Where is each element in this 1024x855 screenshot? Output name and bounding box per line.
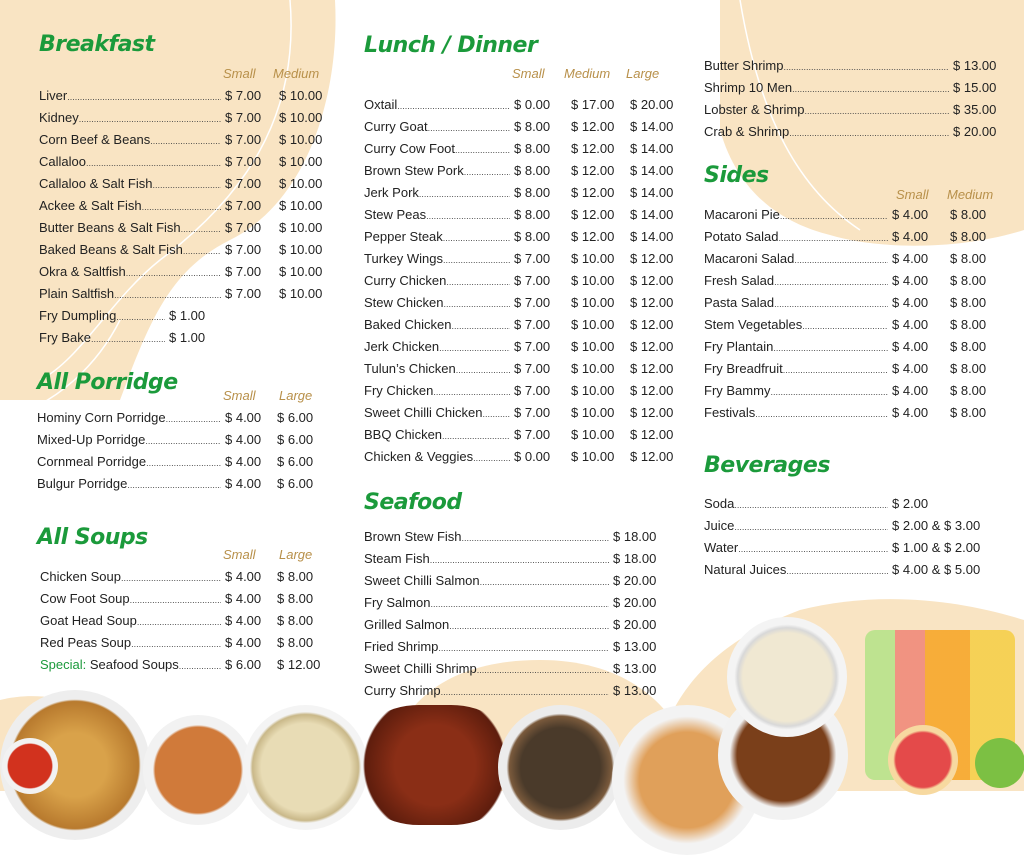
menu-item-price: $ 7.00 — [514, 316, 551, 332]
menu-item-name: Fried Shrimp — [364, 638, 439, 654]
menu-item-price: $ 8.00 — [950, 294, 987, 310]
menu-item-name: Stew Peas — [364, 206, 427, 222]
menu-item-name: Okra & Saltfish — [39, 263, 126, 279]
column-header-small: Small — [223, 66, 256, 81]
menu-item-price: $ 7.00 — [225, 219, 262, 235]
soups-title: All Soups — [37, 525, 148, 550]
menu-item-name: Juice — [704, 517, 735, 533]
menu-item-price: $ 8.00 — [514, 184, 551, 200]
menu-item-price: $ 7.00 — [514, 272, 551, 288]
menu-item-price: $ 12.00 — [571, 118, 615, 134]
menu-item-price: $ 12.00 — [630, 250, 674, 266]
menu-item-name: Steam Fish — [364, 550, 430, 566]
menu-item-name-cell — [704, 496, 888, 511]
menu-item — [704, 492, 1008, 514]
menu-item-price: $ 18.00 — [613, 550, 657, 566]
menu-item-name: Curry Shrimp — [364, 682, 441, 698]
menu-item-price: $ 10.00 — [571, 448, 615, 464]
menu-item-name: Tulun’s Chicken — [364, 360, 456, 376]
menu-item-name: Baked Chicken — [364, 316, 452, 332]
menu-item-name: Liver — [39, 87, 68, 103]
menu-item-price: $ 12.00 — [630, 382, 674, 398]
menu-item-name: Macaroni Salad — [704, 250, 795, 266]
menu-item-price: $ 12.00 — [630, 426, 674, 442]
menu-item-name: Sweet Chilli Salmon — [364, 572, 480, 588]
column-header-small: Small — [512, 66, 545, 81]
menu-item-price: $ 4.00 — [225, 431, 262, 447]
menu-item-price: $ 12.00 — [571, 206, 615, 222]
menu-item-price: $ 1.00 — [169, 307, 206, 323]
menu-item — [40, 587, 333, 609]
baked-beans-image — [143, 715, 253, 825]
menu-item-price: $ 12.00 — [630, 272, 674, 288]
menu-item-name: Ackee & Salt Fish — [39, 197, 142, 213]
menu-item-name: Fry Plantain — [704, 338, 774, 354]
menu-item-name: Jerk Pork — [364, 184, 419, 200]
menu-item-name: Cow Foot Soup — [40, 590, 130, 606]
menu-item-name-cell — [704, 518, 888, 533]
menu-item-price: $ 8.00 — [950, 272, 987, 288]
menu-item-name: Water — [704, 539, 739, 555]
menu-item-price: $ 10.00 — [279, 109, 323, 125]
menu-item-price: $ 0.00 — [514, 448, 551, 464]
menu-item-name: Soda — [704, 495, 735, 511]
menu-item-price: $ 4.00 — [892, 360, 929, 376]
menu-item-name: Chicken & Veggies — [364, 448, 474, 464]
menu-item-name: Cornmeal Porridge — [37, 453, 147, 469]
menu-item-price: $ 15.00 — [953, 79, 997, 95]
menu-item-price: $ 7.00 — [514, 250, 551, 266]
column-header-medium: Medium — [947, 187, 994, 202]
grapefruit-image — [888, 725, 958, 795]
menu-item-name-cell — [364, 573, 609, 588]
menu-item-price: $ 4.00 — [892, 338, 929, 354]
menu-item-name: Fry Chicken — [364, 382, 434, 398]
menu-item-name: Butter Beans & Salt Fish — [39, 219, 181, 235]
menu-item-price: $ 7.00 — [225, 263, 262, 279]
soup-image — [243, 705, 368, 830]
menu-item-price: $ 8.00 — [950, 206, 987, 222]
menu-item-price: $ 8.00 — [277, 568, 314, 584]
menu-item-name: Sweet Chilli Chicken — [364, 404, 483, 420]
column-header-medium: Medium — [273, 66, 320, 81]
menu-item-name: Hominy Corn Porridge — [37, 409, 166, 425]
menu-item-price: $ 12.00 — [630, 316, 674, 332]
menu-item-name-cell — [40, 635, 221, 650]
menu-item-name-cell — [40, 613, 221, 628]
menu-item-name: Brown Stew Fish — [364, 528, 462, 544]
menu-item-price: $ 10.00 — [571, 426, 615, 442]
menu-item-price: $ 2.00 & $ 3.00 — [892, 517, 981, 533]
menu-item — [40, 653, 333, 675]
menu-item-price: $ 10.00 — [279, 153, 323, 169]
menu-item-price: $ 8.00 — [950, 382, 987, 398]
menu-item — [364, 591, 669, 613]
menu-item-name: Crab & Shrimp — [704, 123, 790, 139]
menu-item-price: $ 12.00 — [630, 448, 674, 464]
menu-item-price: $ 7.00 — [225, 241, 262, 257]
menu-item-price: $ 8.00 — [950, 228, 987, 244]
menu-item-price: $ 7.00 — [514, 294, 551, 310]
menu-item-price: $ 7.00 — [225, 285, 262, 301]
menu-item-name: Goat Head Soup — [40, 612, 137, 628]
menu-item-name-cell — [364, 595, 609, 610]
menu-item-price: $ 10.00 — [571, 338, 615, 354]
seafood-section — [364, 0, 694, 710]
menu-item-price: $ 4.00 — [225, 409, 262, 425]
sides-title: Sides — [704, 163, 769, 188]
menu-item-name: Brown Stew Pork — [364, 162, 464, 178]
menu-item-price: $ 10.00 — [571, 250, 615, 266]
menu-item-name: Fresh Salad — [704, 272, 775, 288]
menu-item-name: Curry Chicken — [364, 272, 447, 288]
menu-item-name: Stem Vegetables — [704, 316, 803, 332]
menu-item-name: Kidney — [39, 109, 79, 125]
menu-item — [40, 609, 333, 631]
menu-item-price: $ 7.00 — [514, 338, 551, 354]
menu-item-name: Callaloo — [39, 153, 86, 169]
menu-item — [364, 569, 669, 591]
menu-item-price: $ 10.00 — [279, 241, 323, 257]
menu-item-name: Lobster & Shrimp — [704, 101, 805, 117]
menu-item-name: Callaloo & Salt Fish — [39, 175, 153, 191]
menu-item-name: Fry Bake — [39, 329, 92, 345]
menu-item-price: $ 10.00 — [571, 294, 615, 310]
column-header-small: Small — [223, 547, 256, 562]
menu-item-price: $ 10.00 — [279, 285, 323, 301]
menu-item-name: Turkey Wings — [364, 250, 443, 266]
menu-item-price: $ 10.00 — [279, 175, 323, 191]
menu-item — [40, 631, 333, 653]
menu-item-price: $ 8.00 — [514, 228, 551, 244]
menu-item-name-cell — [364, 617, 609, 632]
menu-item-price: $ 10.00 — [279, 87, 323, 103]
menu-item-price: $ 1.00 — [169, 329, 206, 345]
column-header-small: Small — [896, 187, 929, 202]
menu-item-name: Oxtail — [364, 96, 398, 112]
menu-item-name: Red Peas Soup — [40, 634, 132, 650]
menu-item-price: $ 4.00 — [892, 206, 929, 222]
menu-item-name: Chicken Soup — [40, 568, 121, 584]
menu-item-price: $ 6.00 — [225, 656, 262, 672]
menu-item-price: $ 12.00 — [571, 140, 615, 156]
menu-item-price: $ 4.00 — [225, 634, 262, 650]
menu-item — [704, 536, 1008, 558]
soups-section — [37, 0, 340, 700]
menu-item-price: $ 8.00 — [514, 206, 551, 222]
menu-item-price: $ 12.00 — [571, 184, 615, 200]
menu-item-name: Grilled Salmon — [364, 616, 450, 632]
menu-item — [364, 635, 669, 657]
menu-item-price: $ 6.00 — [277, 409, 314, 425]
menu-item-name: Curry Cow Foot — [364, 140, 456, 156]
menu-item-price: $ 20.00 — [613, 572, 657, 588]
menu-item-price: $ 7.00 — [514, 360, 551, 376]
menu-item-price: $ 7.00 — [225, 153, 262, 169]
menu-item-name: Bulgur Porridge — [37, 475, 128, 491]
menu-item — [364, 679, 669, 701]
menu-item-price: $ 6.00 — [277, 475, 314, 491]
menu-item-price: $ 18.00 — [613, 528, 657, 544]
menu-item-name: Fry Breadfruit — [704, 360, 783, 376]
menu-item-price: $ 6.00 — [277, 453, 314, 469]
macaroni-salad-image — [727, 617, 847, 737]
menu-item-price: $ 20.00 — [613, 616, 657, 632]
menu-item-name: Macaroni Pie — [704, 206, 780, 222]
menu-item-price: $ 10.00 — [571, 404, 615, 420]
menu-item-price: $ 12.00 — [630, 360, 674, 376]
menu-item-price: $ 8.00 — [950, 250, 987, 266]
menu-item-name-cell — [364, 551, 609, 566]
menu-item-price: $ 8.00 — [514, 162, 551, 178]
menu-item-name: Fry Salmon — [364, 594, 431, 610]
menu-item-price: $ 8.00 — [277, 612, 314, 628]
bbq-wings-image — [355, 705, 515, 825]
column-header-medium: Medium — [564, 66, 611, 81]
menu-item-price: $ 14.00 — [630, 140, 674, 156]
menu-item-price: $ 7.00 — [225, 131, 262, 147]
menu-item-price: $ 12.00 — [571, 162, 615, 178]
menu-item-price: $ 4.00 — [892, 382, 929, 398]
menu-item-name: Jerk Chicken — [364, 338, 440, 354]
menu-item-name: Corn Beef & Beans — [39, 131, 151, 147]
menu-item-price: $ 4.00 — [892, 228, 929, 244]
menu-item-name-cell — [704, 562, 888, 577]
menu-item-name: Curry Goat — [364, 118, 428, 134]
menu-item-price: $ 2.00 — [892, 495, 929, 511]
menu-item-name: Fry Bammy — [704, 382, 771, 398]
menu-item-price: $ 8.00 — [277, 590, 314, 606]
menu-item-price: $ 10.00 — [279, 263, 323, 279]
menu-item-price: $ 10.00 — [571, 382, 615, 398]
menu-item-price: $ 13.00 — [613, 682, 657, 698]
special-label: Special: — [40, 656, 90, 672]
menu-item-price: $ 8.00 — [950, 338, 987, 354]
menu-item-name: Baked Beans & Salt Fish — [39, 241, 183, 257]
sauce-bowl-image — [2, 738, 58, 794]
menu-item-price: $ 8.00 — [950, 404, 987, 420]
menu-item-name: Seafood Soups — [89, 656, 179, 672]
menu-item-name: Plain Saltfish — [39, 285, 115, 301]
menu-item-name: Festivals — [704, 404, 756, 420]
menu-item-name: BBQ Chicken — [364, 426, 443, 442]
menu-item-price: $ 1.00 & $ 2.00 — [892, 539, 981, 555]
menu-item-price: $ 4.00 — [892, 272, 929, 288]
column-header-large: Large — [279, 388, 313, 403]
menu-item-price: $ 4.00 & $ 5.00 — [892, 561, 981, 577]
menu-item-price: $ 4.00 — [225, 453, 262, 469]
menu-item-name-cell — [40, 657, 221, 672]
menu-item-price: $ 12.00 — [630, 294, 674, 310]
jerk-chicken-image — [498, 705, 623, 830]
menu-item-name: Fry Dumpling — [39, 307, 117, 323]
menu-item-price: $ 6.00 — [277, 431, 314, 447]
menu-item — [704, 558, 1008, 580]
menu-item — [40, 565, 333, 587]
menu-item-price: $ 4.00 — [892, 250, 929, 266]
menu-item-name-cell — [364, 639, 609, 654]
menu-item-price: $ 20.00 — [630, 96, 674, 112]
menu-item-price: $ 8.00 — [950, 360, 987, 376]
menu-item — [364, 657, 669, 679]
menu-item-price: $ 8.00 — [277, 634, 314, 650]
menu-item-price: $ 13.00 — [613, 638, 657, 654]
menu-item-price: $ 10.00 — [571, 272, 615, 288]
menu-item-name: Mixed-Up Porridge — [37, 431, 146, 447]
menu-item-name: Stew Chicken — [364, 294, 444, 310]
menu-item-price: $ 10.00 — [279, 131, 323, 147]
beverages-section — [704, 0, 1024, 590]
menu-item-name: Pasta Salad — [704, 294, 775, 310]
menu-item-price: $ 7.00 — [225, 87, 262, 103]
menu-item-name: Shrimp 10 Men — [704, 79, 793, 95]
menu-item-name-cell — [704, 540, 888, 555]
menu-item-price: $ 7.00 — [514, 382, 551, 398]
menu-item-price: $ 12.00 — [630, 404, 674, 420]
menu-item-name: Potato Salad — [704, 228, 779, 244]
menu-item-price: $ 20.00 — [613, 594, 657, 610]
menu-item — [364, 613, 669, 635]
menu-item-price: $ 17.00 — [571, 96, 615, 112]
menu-item-price: $ 14.00 — [630, 162, 674, 178]
menu-item-price: $ 7.00 — [225, 197, 262, 213]
menu-item-price: $ 10.00 — [279, 219, 323, 235]
menu-item-name: Natural Juices — [704, 561, 787, 577]
menu-item-price: $ 14.00 — [630, 206, 674, 222]
menu-item-name-cell — [364, 661, 609, 676]
menu-item-price: $ 14.00 — [630, 118, 674, 134]
menu-item-price: $ 14.00 — [630, 184, 674, 200]
menu-item-name: Butter Shrimp — [704, 57, 784, 73]
menu-item-price: $ 4.00 — [225, 612, 262, 628]
menu-item-price: $ 0.00 — [514, 96, 551, 112]
menu-item-price: $ 7.00 — [225, 175, 262, 191]
menu-item-price: $ 8.00 — [950, 316, 987, 332]
menu-item-name-cell — [364, 683, 609, 698]
menu-item-price: $ 7.00 — [225, 109, 262, 125]
column-header-large: Large — [626, 66, 660, 81]
menu-item-price: $ 7.00 — [514, 404, 551, 420]
beverages-title: Beverages — [704, 453, 830, 478]
menu-item-price: $ 14.00 — [630, 228, 674, 244]
menu-item-name: Pepper Steak — [364, 228, 443, 244]
lunch-dinner-title: Lunch / Dinner — [364, 33, 538, 58]
menu-item — [704, 514, 1008, 536]
menu-item-price: $ 12.00 — [277, 656, 321, 672]
menu-item-price: $ 10.00 — [571, 360, 615, 376]
menu-item-price: $ 12.00 — [571, 228, 615, 244]
menu-item-price: $ 4.00 — [225, 590, 262, 606]
menu-item-price: $ 13.00 — [953, 57, 997, 73]
menu-item-price: $ 8.00 — [514, 140, 551, 156]
menu-item-price: $ 10.00 — [279, 197, 323, 213]
menu-item — [364, 525, 669, 547]
menu-item-name: Sweet Chilli Shrimp — [364, 660, 477, 676]
menu-item-name-cell — [40, 591, 221, 606]
column-header-large: Large — [279, 547, 313, 562]
breakfast-title: Breakfast — [39, 32, 155, 57]
menu-item — [364, 547, 669, 569]
menu-item-price: $ 4.00 — [225, 568, 262, 584]
menu-item-name-cell — [40, 569, 221, 584]
menu-item-name-cell — [364, 529, 609, 544]
menu-item-price: $ 7.00 — [514, 426, 551, 442]
menu-item-price: $ 35.00 — [953, 101, 997, 117]
lime-image — [975, 738, 1024, 788]
menu-item-price: $ 4.00 — [892, 294, 929, 310]
menu-item-price: $ 13.00 — [613, 660, 657, 676]
column-header-small: Small — [223, 388, 256, 403]
menu-item-price: $ 12.00 — [630, 338, 674, 354]
seafood-title: Seafood — [364, 490, 462, 515]
menu-item-price: $ 10.00 — [571, 316, 615, 332]
porridge-title: All Porridge — [37, 370, 178, 395]
menu-item-price: $ 4.00 — [225, 475, 262, 491]
menu-item-price: $ 4.00 — [892, 316, 929, 332]
menu-item-price: $ 8.00 — [514, 118, 551, 134]
menu-item-price: $ 20.00 — [953, 123, 997, 139]
menu-item-price: $ 4.00 — [892, 404, 929, 420]
